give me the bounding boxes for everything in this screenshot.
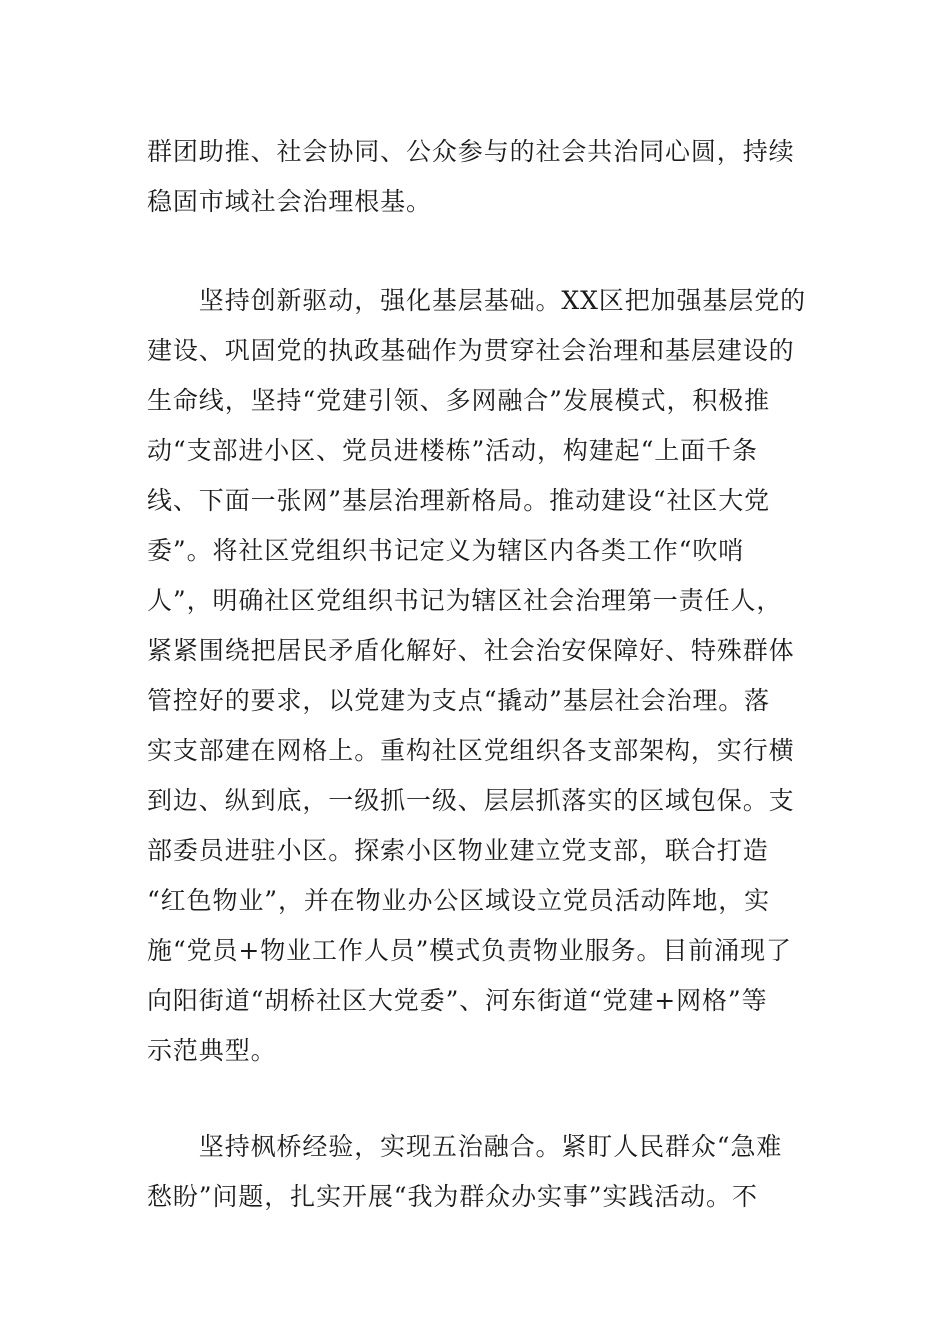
paragraph-3 <box>147 1122 807 1222</box>
text-line: 向阳街道“胡桥社区大党委”、河东街道“党建+网格”等 <box>147 986 768 1015</box>
text-line: 线、下面一张网”基层治理新格局。推动建设“社区大党 <box>147 486 771 515</box>
text-line: 生命线，坚持“党建引领、多网融合”发展模式，积极推 <box>147 386 771 415</box>
text-line: 示范典型。 <box>147 1036 277 1065</box>
text-line: 坚持创新驱动，强化基层基础。XX区把加强基层党的 <box>147 286 806 315</box>
paragraph-2 <box>147 276 807 1076</box>
text-line: “红色物业”，并在物业办公区域设立党员活动阵地，实 <box>147 886 771 915</box>
text-line: 紧紧围绕把居民矛盾化解好、社会治安保障好、特殊群体 <box>147 636 795 665</box>
paragraph-1 <box>147 127 807 227</box>
text-line: 愁盼”问题，扎实开展“我为群众办实事”实践活动。不 <box>147 1182 758 1211</box>
text-line: 部委员进驻小区。探索小区物业建立党支部，联合打造 <box>147 836 769 865</box>
text-line: 实支部建在网格上。重构社区党组织各支部架构，实行横 <box>147 736 795 765</box>
text-line: 人”，明确社区党组织书记为辖区社会治理第一责任人， <box>147 586 783 615</box>
text-line: 到边、纵到底，一级抓一级、层层抓落实的区域包保。支 <box>147 786 795 815</box>
text-line: 稳固市域社会治理根基。 <box>147 187 432 216</box>
text-line: 管控好的要求，以党建为支点“撬动”基层社会治理。落 <box>147 686 771 715</box>
text-line: 委”。将社区党组织书记定义为辖区内各类工作“吹哨 <box>147 536 745 565</box>
text-line: 群团助推、社会协同、公众参与的社会共治同心圆，持续 <box>147 137 795 166</box>
text-line: 坚持枫桥经验，实现五治融合。紧盯人民群众“急难 <box>147 1132 783 1161</box>
text-line: 建设、巩固党的执政基础作为贯穿社会治理和基层建设的 <box>147 336 795 365</box>
text-line: 动“支部进小区、党员进楼栋”活动，构建起“上面千条 <box>147 436 758 465</box>
text-line: 施“党员+物业工作人员”模式负责物业服务。目前涌现了 <box>147 936 792 965</box>
